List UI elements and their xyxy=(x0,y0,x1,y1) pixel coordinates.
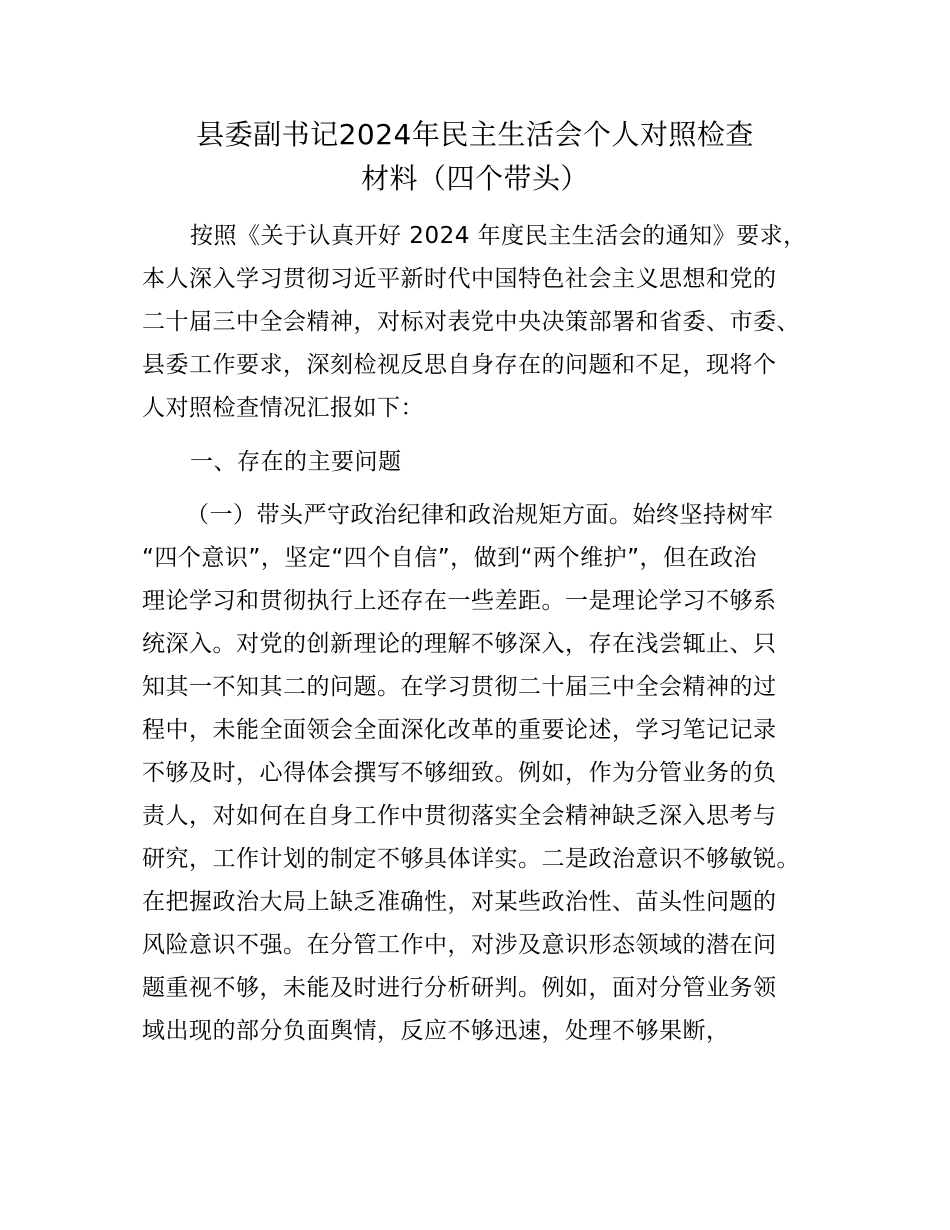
section-heading: 一、存在的主要问题 xyxy=(190,449,402,475)
section1-paragraph-line: 知其一不知其二的问题。在学习贯彻二十届三中全会精神的过 xyxy=(142,674,777,700)
section1-paragraph-line: 责人，对如何在自身工作中贯彻落实全会精神缺乏深入思考与 xyxy=(142,803,777,829)
section1-paragraph-line: 题重视不够，未能及时进行分析研判。例如，面对分管业务领 xyxy=(142,975,777,1001)
section1-paragraph-line: 理论学习和贯彻执行上还存在一些差距。一是理论学习不够系 xyxy=(142,588,777,614)
intro-paragraph-line: 二十届三中全会精神，对标对表党中央决策部署和省委、市委、 xyxy=(142,309,800,335)
section1-paragraph-line: 域出现的部分负面舆情，反应不够迅速，处理不够果断， xyxy=(142,1018,730,1044)
section1-paragraph-line: 研究，工作计划的制定不够具体详实。二是政治意识不够敏锐。 xyxy=(142,846,800,872)
intro-paragraph-line: 县委工作要求，深刻检视反思自身存在的问题和不足，现将个 xyxy=(142,352,777,378)
intro-paragraph-line: 本人深入学习贯彻习近平新时代中国特色社会主义思想和党的 xyxy=(142,266,777,292)
section1-paragraph-line: 风险意识不强。在分管工作中，对涉及意识形态领域的潜在问 xyxy=(142,932,777,958)
section1-paragraph-line: 统深入。对党的创新理论的理解不够深入，存在浅尝辄止、只 xyxy=(142,631,777,657)
section1-paragraph-line: “四个意识”，坚定“四个自信”，做到“两个维护”，但在政治 xyxy=(142,545,757,571)
document-title-line-1: 县委副书记2024年民主生活会个人对照检查 xyxy=(196,118,754,151)
intro-paragraph-line: 人对照检查情况汇报如下： xyxy=(142,395,424,421)
section1-paragraph-line: 在把握政治大局上缺乏准确性，对某些政治性、苗头性问题的 xyxy=(142,889,777,915)
document-title-line-2: 材料（四个带头） xyxy=(360,162,589,195)
section1-paragraph-line: 不够及时，心得体会撰写不够细致。例如，作为分管业务的负 xyxy=(142,760,777,786)
intro-paragraph-line: 按照《关于认真开好 2024 年度民主生活会的通知》要求， xyxy=(190,223,807,249)
section1-paragraph-line: （一）带头严守政治纪律和政治规矩方面。始终坚持树牢 xyxy=(186,502,774,528)
section1-paragraph-line: 程中，未能全面领会全面深化改革的重要论述，学习笔记记录 xyxy=(142,717,777,743)
